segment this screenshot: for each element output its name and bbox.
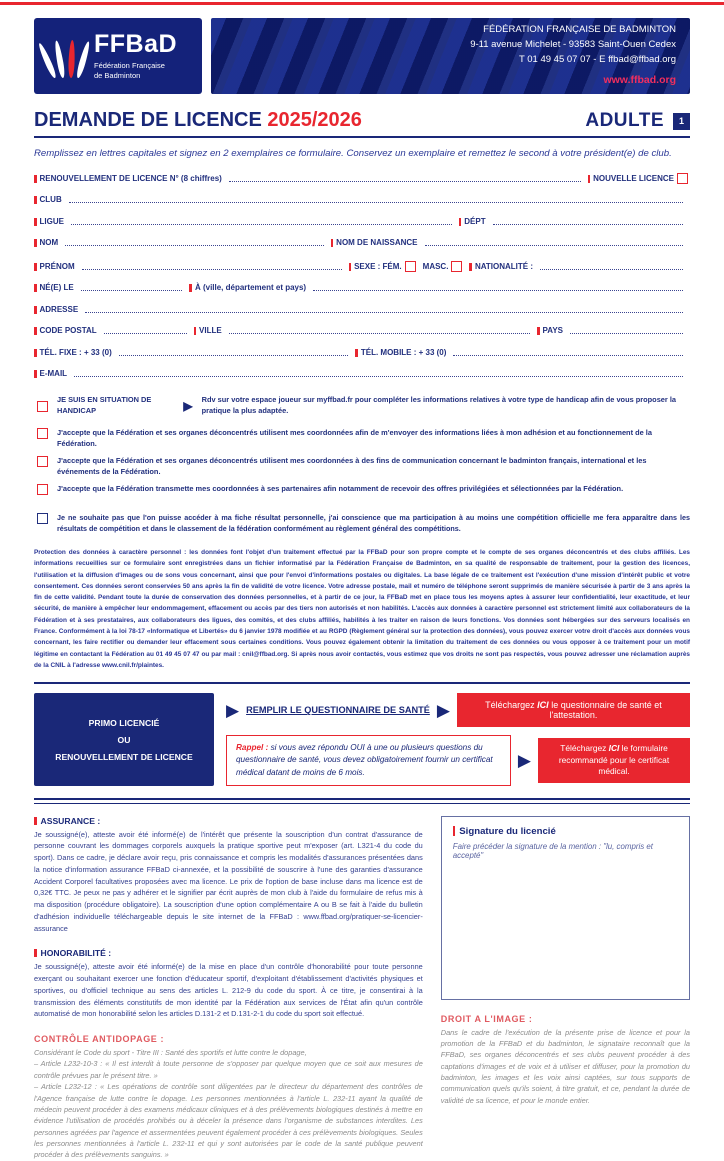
field-marker-icon: [459, 218, 462, 226]
fill-instruction: Remplissez en lettres capitales et signez en 2 exemplaires ce formulaire. Conservez un exemplaire et remettez le second à votre président(e) de club.: [34, 148, 672, 159]
page-number-badge: 1: [673, 113, 690, 130]
website-link[interactable]: www.ffbad.org: [603, 74, 676, 87]
row-prenom-sexe: [34, 261, 690, 271]
field-marker-icon: [331, 239, 334, 247]
questionnaire-link[interactable]: REMPLIR LE QUESTIONNAIRE DE SANTÉ: [246, 705, 430, 716]
tel-mobile-input-line[interactable]: [453, 353, 683, 356]
handicap-line: [34, 395, 690, 416]
field-marker-icon: [469, 263, 472, 271]
nom-input-line[interactable]: [65, 243, 324, 246]
header: [34, 18, 690, 94]
nationalite-label: NATIONALITÉ :: [469, 263, 533, 271]
ville-input-line[interactable]: [229, 331, 530, 334]
signature-column: [441, 816, 690, 1161]
lieu-naissance-input-line[interactable]: [313, 288, 683, 291]
consent-3-text: J'accepte que la Fédération transmette mes coordonnées à ses partenaires afin notamment de recevoir des offres privilégiées et sélectionnées par la Fédération.: [57, 484, 624, 494]
title-bar: [34, 109, 690, 138]
federation-contact: T 01 49 45 07 07 - E ffbad@ffbad.org: [518, 53, 676, 65]
federation-name: FÉDÉRATION FRANÇAISE DE BADMINTON: [483, 24, 676, 36]
lieu-naissance-label: À (ville, département et pays): [189, 284, 306, 292]
handicap-checkbox[interactable]: [37, 401, 48, 412]
field-marker-icon: [34, 817, 37, 825]
club-label: CLUB: [34, 196, 62, 204]
row-club: [34, 196, 690, 204]
field-marker-icon: [588, 175, 591, 183]
arrow-right-icon: ▶: [517, 751, 531, 771]
field-marker-icon: [453, 826, 456, 836]
sexe-masc-label: MASC.: [422, 261, 449, 271]
arrow-right-icon: ▶: [183, 398, 193, 413]
results-optout-line: [34, 513, 690, 534]
code-postal-input-line[interactable]: [104, 331, 187, 334]
consent-1-checkbox[interactable]: [37, 428, 48, 439]
field-marker-icon: [34, 284, 37, 292]
consent-line: [34, 456, 690, 477]
ligue-label: LIGUE: [34, 218, 64, 226]
nouvelle-licence-label: NOUVELLE LICENCE: [588, 175, 674, 183]
field-marker-icon: [349, 263, 352, 271]
results-optout-checkbox[interactable]: [37, 513, 48, 524]
tel-fixe-input-line[interactable]: [119, 353, 349, 356]
consent-3-checkbox[interactable]: [37, 484, 48, 495]
ville-label: VILLE: [194, 327, 222, 335]
signature-note: Faire précéder la signature de la mention : "lu, compris et accepté": [452, 841, 653, 860]
pays-label: PAYS: [537, 327, 563, 335]
sexe-masc-checkbox[interactable]: [451, 261, 462, 272]
code-postal-label: CODE POSTAL: [34, 327, 97, 335]
rappel-note: Rappel : si vous avez répondu OUI à une ou plusieurs questions du questionnaire de santé, vous devez obligatoirement fournir un certificat médical datant de moins de 6 mois.: [226, 735, 511, 786]
field-marker-icon: [34, 175, 37, 183]
header-banner: [211, 18, 690, 94]
field-marker-icon: [189, 284, 192, 292]
consent-2-checkbox[interactable]: [37, 456, 48, 467]
antidopage-line2: – Article L232-10-3 : « Il est interdit à toute personne de s'opposer par quelque moyen que ce soit aux mesures de contrôle prévues par le présent titre. »: [34, 1059, 423, 1080]
primo-licencie-box: PRIMO LICENCIÉ OU RENOUVELLEMENT DE LICENCE: [34, 693, 214, 786]
field-marker-icon: [34, 949, 37, 957]
double-divider: [34, 798, 690, 804]
license-form: [34, 173, 690, 379]
row-email: [34, 370, 690, 378]
antidopage-heading: CONTRÔLE ANTIDOPAGE :: [34, 1034, 165, 1044]
honorabilite-heading: HONORABILITÉ :: [34, 948, 423, 958]
email-input-line[interactable]: [74, 374, 683, 377]
signature-area[interactable]: [441, 816, 690, 1000]
page-title: DEMANDE DE LICENCE 2025/2026: [34, 109, 362, 131]
email-label: E-MAIL: [34, 370, 67, 378]
field-marker-icon: [34, 218, 37, 226]
consents-block: [0, 428, 724, 495]
privacy-notice: Protection des données à caractère personnel : les données font l'objet d'un traitement effectué par la FFBaD pour son propre compte et le compte de ses organes déconcentrés et des clubs affiliés. Les informations recueillies sur ce formulaire sont enregistrées dans un fichier informatisé par la Fédération Française de Badminton, en sa qualité de responsable de traitement, pour la gestion des licences, l'utilisation et la diffusion d'images ou de sons vous concernant, ainsi que pour l'envoi d'informations postales ou digitales. La base légale de ce traitement est l'exécution d'une mission d'intérêt public et votre consentement. Ces données seront conservées 50 ans après la fin de validité de votre licence. Votre adresse postale, mail et numéro de téléphone seront supprimés de manière sécurisée à partir de 3 ans après la fin de cette validité. Pendant toute la durée de conservation des données personnelles, et à partir de ce jour, la FFBaD met en place tous les moyens aptes à assurer leur confidentialité, leur exactitude, et leur sécurité, de manière à empêcher leur endommagement, effacement ou accès par des tiers non autorisés et non habilités. L'accès aux données à caractère personnel est strictement limité aux collaborateurs de la Fédération et à ses prestataires, aux collaborateurs des ligues, des comités, et des clubs affiliés, habilités à les traiter en raison de leurs fonctions. Vos données sont hébergées sur des serveurs localisés en France. Conformément à la loi 78-17 «Informatique et Libertés» du 6 janvier 1978 modifiée et au RGPD (Règlement général sur la protection des données), vous pouvez exercer votre droit d'accès aux données vous concernant, les faire rectifier ou demander leur effacement sous certaines conditions. Vous pouvez également obtenir la limitation du traitement de ces données ou vous opposer à ce traitement pour un motif légitime en contactant la Fédération au 01 49 45 07 47 ou par mail : cnil@ffbad.org. Si après nous avoir contactés, vous estimez que vos droits ne sont pas respectés, vous pouvez adresser une réclamation auprès de la CNIL à l'adresse www.cnil.fr/plaintes.: [34, 549, 690, 669]
antidopage-line1: Considérant le Code du sport - Titre III : Santé des sportifs et lutte contre le dopage,: [34, 1048, 307, 1057]
dept-input-line[interactable]: [493, 222, 683, 225]
field-marker-icon: [34, 327, 37, 335]
arrow-right-icon: ▶: [436, 700, 450, 720]
renouvellement-label: RENOUVELLEMENT DE LICENCE N° (8 chiffres): [34, 175, 222, 183]
antidopage-line3: – Article L232-12 : « Les opérations de contrôle sont diligentées par le directeur du département des contrôles de l'Agence française de lutte contre le dopage. Les personnes mentionnées à l'article L. 232-11 ayant la qualité de médecin peuvent procéder à des examens médicaux cliniques et à des prélèvements biologiques destinés à mettre en évidence l'utilisation de procédés prohibés ou à déceler la présence dans l'organisme de substances interdites. Les personnes agréées par l'agence et assermentées peuvent également procéder à ces prélèvements biologiques. Seules les personnes mentionnées à l'article L. 232-11 et qui y sont autorisées par le code de la santé publique peuvent procéder à des prélèvements sanguins. »: [34, 1082, 423, 1160]
row-cp-ville-pays: [34, 327, 690, 335]
consent-2-text: J'accepte que la Fédération et ses organes déconcentrés utilisent mes coordonnées à des fins de communication concernant le badminton français, international et les événements de la Fédération.: [57, 456, 647, 477]
sexe-fem-checkbox[interactable]: [405, 261, 416, 272]
ligue-input-line[interactable]: [71, 222, 452, 225]
field-marker-icon: [34, 263, 37, 271]
adresse-label: ADRESSE: [34, 306, 78, 314]
handicap-note: Rdv sur votre espace joueur sur myffbad.fr pour compléter les informations relatives à votre type de handicap afin de vous proposer la pratique la plus adaptée.: [201, 395, 677, 415]
audience-label: ADULTE: [585, 110, 664, 131]
results-optout-text: Je ne souhaite pas que l'on puisse accéder à ma fiche résultat personnelle, j'ai conscience que ma participation à au moins une compétition officielle me fera apparaître dans les résultats de compétition et dans le classement de la fédération conformément au règlement général des compétitions.: [57, 513, 690, 533]
row-telephones: [34, 349, 690, 357]
handicap-label: JE SUIS EN SITUATION DE HANDICAP: [57, 395, 152, 415]
field-marker-icon: [34, 239, 37, 247]
section-divider: [34, 682, 690, 684]
droit-image-body: Dans le cadre de l'exécution de la présente prise de licence et pour la promotion de la FFBaD et du badminton, le signataire reconnaît que la FFBaD, ses organes déconcentrés et ses clubs peuvent procéder à des captations d'images et de voix et à utiliser et diffuser, pour la promotion du badminton, les images et les voix ainsi captées, sur tous supports de communication quels qu'ils soient, à titre gratuit, et ce, pendant la durée de validité de sa licence, et pour le monde entier.: [440, 1027, 690, 1105]
row-ligue-dept: [34, 218, 690, 226]
renouvellement-input-line[interactable]: [229, 179, 581, 182]
nouvelle-licence-checkbox[interactable]: [677, 173, 688, 184]
consent-line: [34, 428, 690, 449]
field-marker-icon: [34, 306, 37, 314]
nom-naissance-input-line[interactable]: [425, 243, 684, 246]
assurance-heading: ASSURANCE :: [34, 816, 423, 826]
download-questionnaire-button[interactable]: Téléchargez ICI le questionnaire de santé et l'attestation.: [457, 693, 690, 727]
sexe-fem-label: SEXE : FÉM.: [349, 263, 402, 271]
legal-column: [34, 816, 423, 1161]
tel-fixe-label: TÉL. FIXE : + 33 (0): [34, 349, 112, 357]
federation-address: 9-11 avenue Michelet - 93583 Saint-Ouen Cedex: [470, 39, 676, 50]
prenom-label: PRÉNOM: [34, 263, 75, 271]
field-marker-icon: [537, 327, 540, 335]
field-marker-icon: [34, 370, 37, 378]
droit-image-heading: DROIT A L'IMAGE :: [440, 1013, 533, 1024]
brand-subtitle: Fédération Française de Badminton: [94, 60, 165, 80]
assurance-body: Je soussigné(e), atteste avoir été informé(e) de l'intérêt que présente la souscription d'un contrat d'assurance de personne couvrant les dommages corporels auxquels la pratique sportive peut m'exposer (art. L321-4 du code du sport). Dans ce cadre, je déclare avoir reçu, pris connaissance et compris les modalités d'assurances présentées dans la notice d'information assurance FFBaD ci-annexée, et la possibilité de souscrire à l'une des garanties d'assurance Accident Corporel facultatives proposées avec ma licence. Le prix de l'option de base incluse dans ma licence est de 0,32€ TTC. Je peux ne pas y adhérer et le signifier par écrit auprès de mon club à l'aide du formulaire de refus mis à ma disposition (procédure obligatoire). La souscription d'une option complémentaire A ou B se fait à l'aide du bulletin d'adhésion individuelle téléchargeable depuis le site internet de la FFBaD : www.ffbad.org/pratiquer-se-licencier-assurance: [34, 829, 423, 933]
nom-label: NOM: [34, 239, 58, 247]
brand-name: FFBaD: [94, 29, 178, 58]
field-marker-icon: [194, 327, 197, 335]
consent-1-text: J'accepte que la Fédération et ses organes déconcentrés utilisent mes coordonnées afin de m'envoyer des informations liées à mon adhésion et au fonctionnement de la Fédération.: [57, 428, 652, 449]
ffbad-logo-box: [34, 18, 202, 94]
pays-input-line[interactable]: [570, 331, 683, 334]
nationalite-input-line[interactable]: [540, 267, 683, 270]
field-marker-icon: [34, 349, 37, 357]
row-adresse: [34, 306, 690, 314]
field-marker-icon: [355, 349, 358, 357]
signature-title: Signature du licencié: [453, 826, 678, 837]
ne-le-label: NÉ(E) LE: [34, 284, 74, 292]
row-naissance: [34, 284, 690, 292]
row-renouvellement: [34, 173, 690, 183]
shuttlecock-logo-icon: [50, 30, 84, 82]
field-marker-icon: [34, 196, 37, 204]
top-red-line: [0, 2, 724, 5]
tel-mobile-label: TÉL. MOBILE : + 33 (0): [355, 349, 446, 357]
ne-le-input-line[interactable]: [81, 288, 183, 291]
row-nom: [34, 239, 690, 247]
download-certificat-button[interactable]: Téléchargez ICI le formulaire recommandé pour le certificat médical.: [538, 738, 690, 783]
honorabilite-body: Je soussigné(e), atteste avoir été informé(e) de la mise en place d'un contrôle d'honorabilité pour toute personne exerçant ou souhaitant exercer une fonction d'éducateur sportif, d'exploitant d'établissement d'activités physiques et sportives, ou d'officiel technique au sens des articles L. 212-9 du code du sport. À ce titre, je consentirai à la transmission des éléments constitutifs de mon identité par la Fédération aux services de l'État afin qu'un contrôle automatisé de mon honorabilité selon les articles D.131-2 et D.131-2-1 du code du sport soit effectué.: [34, 962, 423, 1019]
prenom-input-line[interactable]: [82, 267, 342, 270]
nom-naissance-label: NOM DE NAISSANCE: [331, 239, 418, 247]
arrow-right-icon: ▶: [226, 700, 240, 720]
adresse-input-line[interactable]: [85, 310, 683, 313]
consent-line: [34, 484, 690, 495]
health-questionnaire-section: [34, 693, 690, 786]
club-input-line[interactable]: [69, 200, 683, 203]
dept-label: DÉPT: [459, 218, 486, 226]
